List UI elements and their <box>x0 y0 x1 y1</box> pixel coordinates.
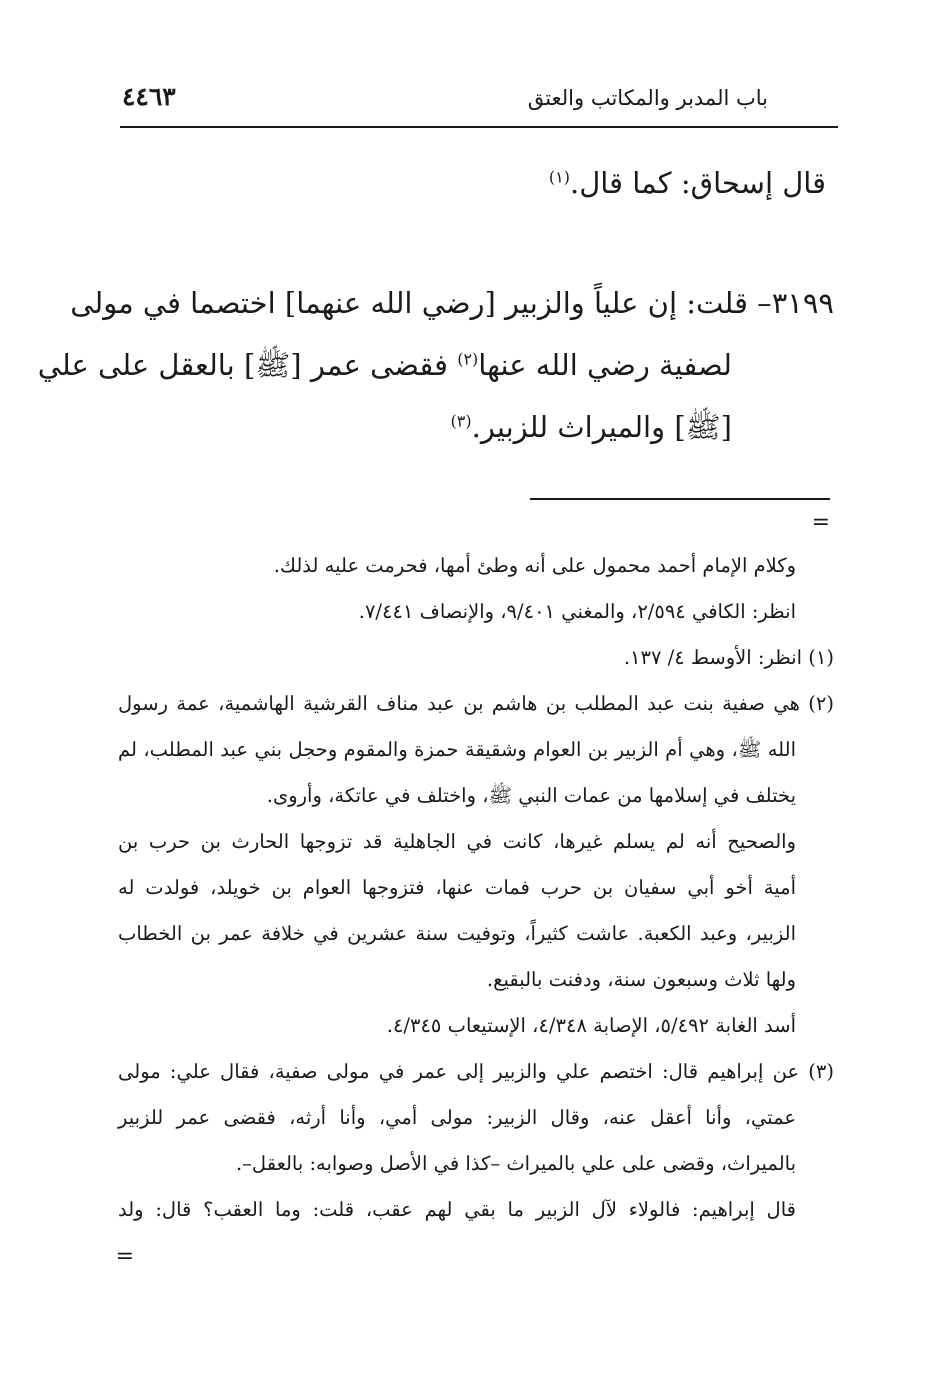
continuation-mark-top: = <box>811 510 830 535</box>
hadith-3199 <box>37 272 834 458</box>
footnote-line: ولها ثلاث وسبعون سنة، ودفنت بالبقيع. <box>486 968 796 991</box>
footnote-line: الله ﷺ، وهي أم الزبير بن العوام وشقيقة حمزة والمقوم وحجل بني عبد المطلب، لم <box>118 738 796 761</box>
hadith-line-3 <box>118 396 834 458</box>
header-rule <box>120 126 838 128</box>
footnote-line: عمتي، وأنا أعقل عنه، وقال الزبير: مولى أمي، وأنا أرثه، فقضى عمر للزبير <box>118 1106 796 1129</box>
continuation-mark-bottom: = <box>115 1244 134 1269</box>
isnad-line <box>549 166 826 200</box>
footnote-line: والصحيح أنه لم يسلم غيرها، كانت في الجاهلية قد تزوجها الحارث بن حرب بن <box>118 830 796 853</box>
footnote-ref-3[interactable]: (٣) <box>450 411 472 431</box>
footnote-line: أمية أخو أبي سفيان بن حرب فمات عنها، فتزوجها العوام بن خويلد، فولدت له <box>118 876 796 899</box>
page-number: ٤٤٦٣ <box>122 82 176 111</box>
footnote-line: قال إبراهيم: فالولاء لآل الزبير ما بقي لهم عقب، قلت: وما العقب؟ قال: ولد <box>118 1198 796 1221</box>
footnote-line: أسد الغابة ٥/٤٩٢، الإصابة ٤/٣٤٨، الإستيعاب ٤/٣٤٥. <box>386 1014 796 1037</box>
footnote-line: بالميراث، وقضى على علي بالميراث –كذا في الأصل وصوابه: بالعقل–. <box>235 1152 796 1175</box>
footnote-2: (٢) هي صفية بنت عبد المطلب بن هاشم بن عبد مناف القرشية الهاشمية، عمة رسول <box>118 692 834 715</box>
footnote-line: الزبير، وعبد الكعبة. عاشت كثيراً، وتوفيت سنة عشرين في خلافة عمر بن الخطاب <box>118 922 796 945</box>
hadith-line-2 <box>37 334 834 396</box>
footnote-separator <box>530 498 830 500</box>
hadith-line-3-text: [ﷺ] والميراث للزبير. <box>471 410 732 444</box>
isnad-text: قال إسحاق: كما قال. <box>569 166 826 200</box>
hadith-line-2a: لصفية رضي الله عنها <box>478 348 732 382</box>
footnote-ref-1[interactable]: (١) <box>548 167 570 187</box>
hadith-line-1: ٣١٩٩– قلت: إن علياً والزبير [رضي الله عنهما] اختصما في مولى <box>70 286 834 320</box>
footnote-ref-2[interactable]: (٢) <box>457 349 479 369</box>
footnote-line: انظر: الكافي ٢/٥٩٤، والمغني ٩/٤٠١، والإنصاف ٧/٤٤١. <box>358 600 796 623</box>
footnotes <box>118 548 834 1238</box>
running-header <box>120 82 838 126</box>
hadith-line-2b: فقضى عمر [ﷺ] بالعقل على علي <box>37 348 458 382</box>
footnote-line: يختلف في إسلامها من عمات النبي ﷺ، واختلف في عاتكة، وأروى. <box>266 784 796 807</box>
footnote-1: (١) انظر: الأوسط ٤/ ١٣٧. <box>623 646 834 669</box>
footnote-3: (٣) عن إبراهيم قال: اختصم علي والزبير إلى عمر في مولى صفية، فقال علي: مولى <box>118 1060 834 1083</box>
chapter-title: باب المدبر والمكاتب والعتق <box>527 86 768 110</box>
footnote-line: وكلام الإمام أحمد محمول على أنه وطئ أمها، فحرمت عليه لذلك. <box>273 554 796 577</box>
